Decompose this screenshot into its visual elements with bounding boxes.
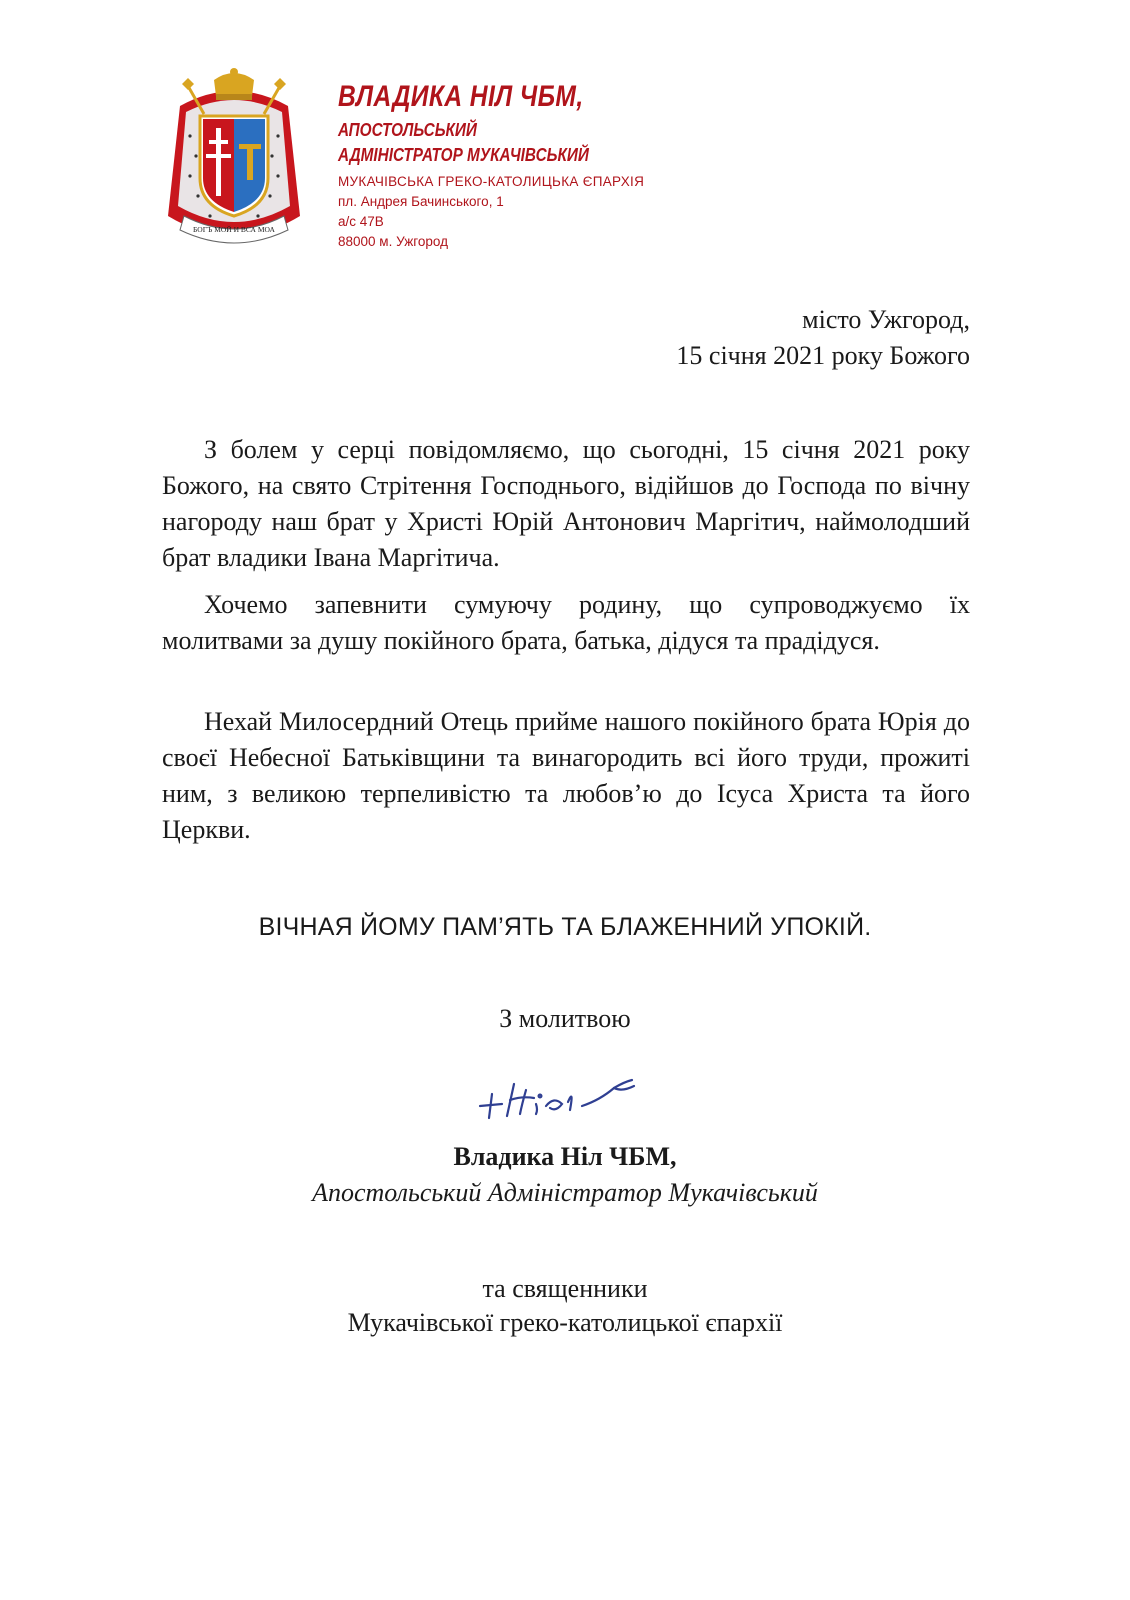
coat-of-arms-icon [160, 66, 308, 256]
body-paragraph-2: Хочемо запевнити сумуючу родину, що супроводжуємо їх молитвами за душу покійного брата, батька, дідуся та прадідуся. [162, 590, 970, 655]
letterhead-eparchy: МУКАЧІВСЬКА ГРЕКО-КАТОЛИЦЬКА ЄПАРХІЯ [338, 174, 645, 189]
date-block [676, 302, 970, 374]
signer-name: Владика Ніл ЧБМ, [453, 1142, 677, 1171]
signer-title: Апостольський Адміністратор Мукачівський [312, 1178, 818, 1207]
clergy-line-1: та священники [482, 1274, 648, 1303]
letterhead [338, 80, 644, 252]
date-city: місто Ужгород, [802, 305, 970, 334]
signature-icon [474, 1066, 644, 1128]
letterhead-address-2: а/с 47В [338, 214, 384, 229]
crest-motto: БОГЪ МОЙ И ВСА МОА [193, 225, 275, 234]
body-paragraph-1: З болем у серці повідомляємо, що сьогодні, 15 січня 2021 року Божого, на свято Стрітення Господнього, відійшов до Господа по вічну нагороду наш брат у Христі Юрій Антонович Маргітич, наймолодший брат владики Івана Маргітича. [162, 435, 970, 572]
body-paragraph-3: Нехай Милосердний Отець прийме нашого покійного брата Юрія до своєї Небесної Батьківщини та винагородить всі його труди, прожиті ним, з великою терпеливістю та любов’ю до Ісуса Христа та його Церкви. [162, 707, 970, 844]
closing-line: З молитвою [499, 1004, 631, 1033]
letterhead-address-3: 88000 м. Ужгород [338, 234, 448, 249]
letterhead-address-1: пл. Андрея Бачинського, 1 [338, 194, 504, 209]
letterhead-subtitle-2: АДМІНІСТРАТОР МУКАЧІВСЬКИЙ [338, 145, 589, 165]
clergy-line-2: Мукачівської греко-католицької єпархії [347, 1308, 783, 1337]
memory-line: ВІЧНАЯ ЙОМУ ПАМ’ЯТЬ ТА БЛАЖЕННИЙ УПОКІЙ. [258, 913, 872, 941]
letterhead-subtitle-1: АПОСТОЛЬСЬКИЙ [338, 120, 477, 140]
date-line: 15 січня 2021 року Божого [676, 341, 970, 370]
letterhead-title: ВЛАДИКА НІЛ ЧБМ, [338, 80, 584, 113]
